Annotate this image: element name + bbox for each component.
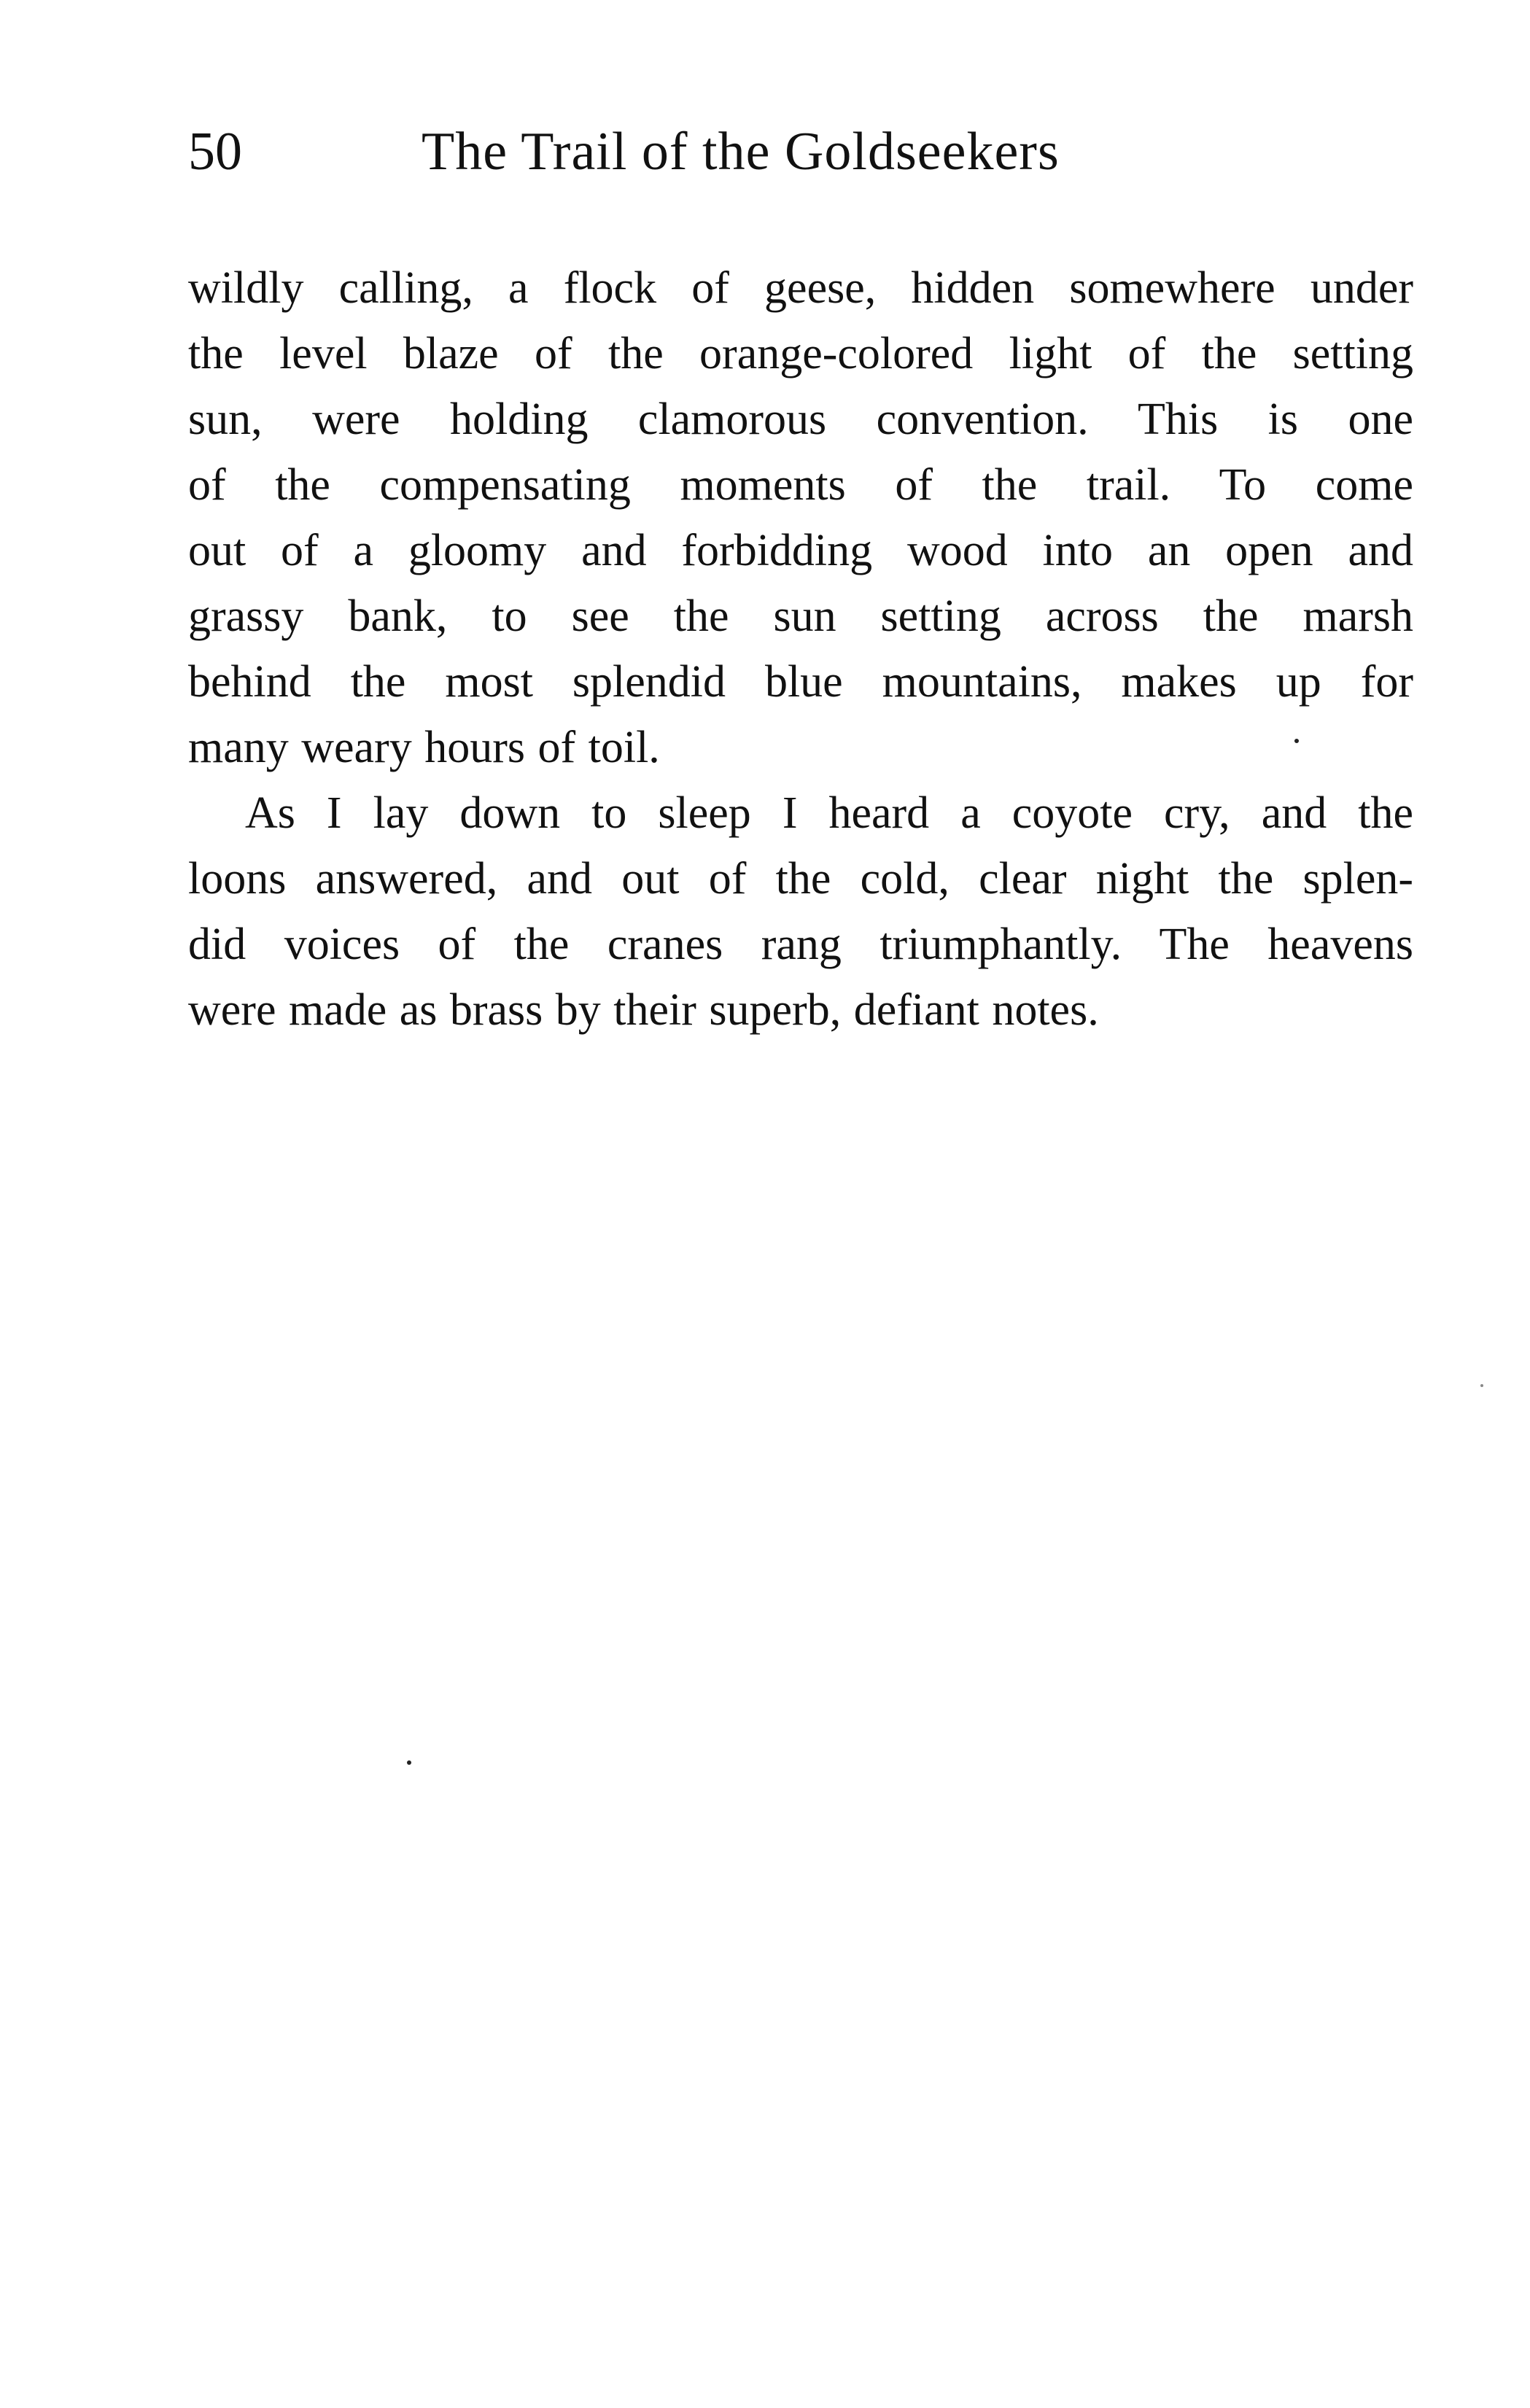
page-number: 50: [188, 122, 242, 182]
paragraph-2: [188, 780, 1413, 1043]
text-line: wildly calling, a flock of geese, hidden somewhere under: [188, 263, 1413, 313]
body-text: [188, 255, 1413, 1043]
text-line: many weary hours of toil.: [188, 723, 660, 772]
text-line: grassy bank, to see the sun setting across the marsh: [188, 591, 1413, 641]
text-line: out of a gloomy and forbidding wood into an open and: [188, 526, 1413, 575]
ink-speck: [1294, 739, 1299, 743]
text-line: the level blaze of the orange-colored light of the setting: [188, 329, 1413, 378]
text-line: of the compensating moments of the trail. To come: [188, 460, 1413, 510]
text-line: loons answered, and out of the cold, clear night the splen-: [188, 854, 1413, 904]
ink-speck: [407, 1760, 411, 1765]
text-line: did voices of the cranes rang triumphantly. The heavens: [188, 920, 1413, 969]
text-line: were made as brass by their superb, defiant notes.: [188, 985, 1099, 1035]
running-head: [188, 123, 1413, 181]
ink-speck: [1480, 1384, 1483, 1387]
paragraph-1: [188, 255, 1413, 780]
running-title: The Trail of the Goldseekers: [422, 122, 1060, 182]
text-line: sun, were holding clamorous convention. This is one: [188, 395, 1413, 444]
text-line: behind the most splendid blue mountains, makes up for: [188, 657, 1413, 707]
text-line: As I lay down to sleep I heard a coyote cry, and the: [245, 788, 1413, 838]
